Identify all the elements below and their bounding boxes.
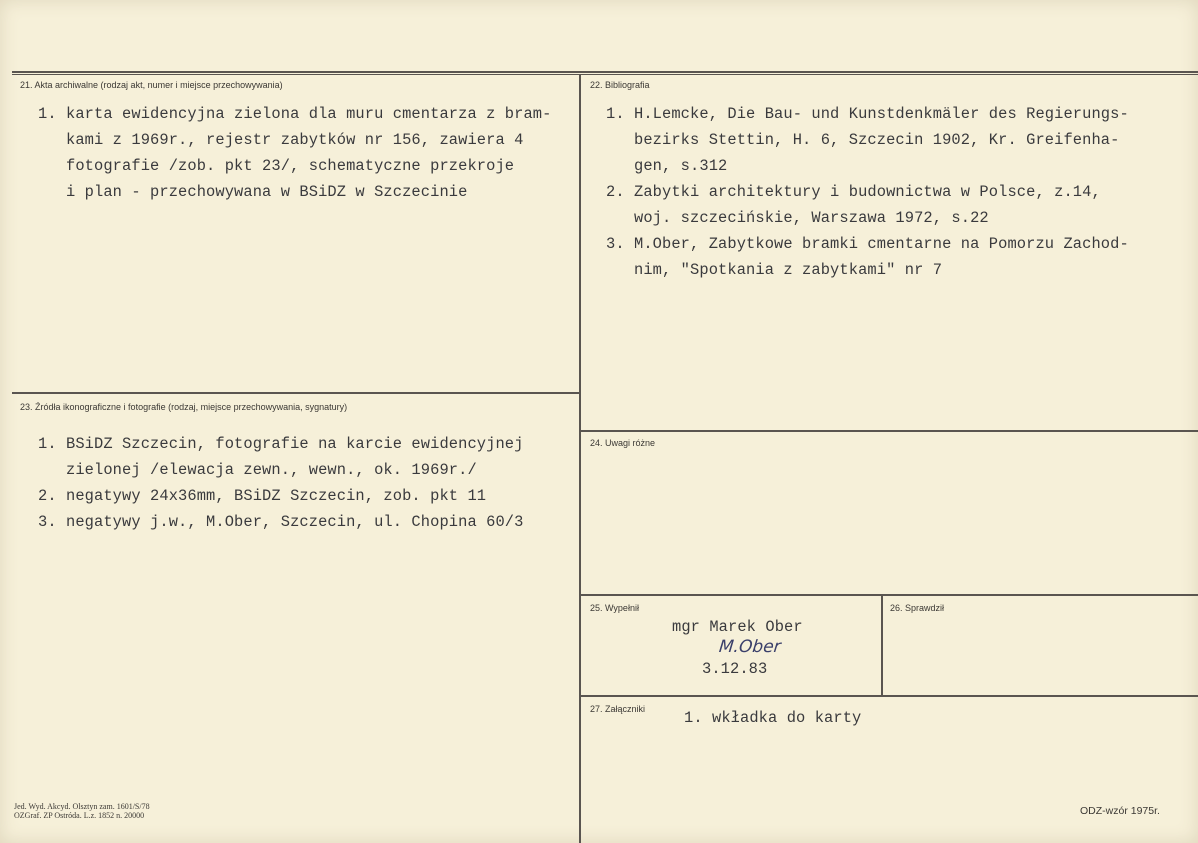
form-id: ODZ-wzór 1975r.: [1080, 805, 1160, 817]
section-21-line: fotografie /zob. pkt 23/, schematyczne przekroje: [38, 157, 515, 175]
section-22-line: nim, "Spotkania z zabytkami" nr 7: [606, 261, 943, 279]
section-21-line: 1. karta ewidencyjna zielona dla muru cmentarza z bram-: [38, 105, 552, 123]
filled-by-signature: M.Ober: [717, 637, 782, 657]
section-21-label: 21. Akta archiwalne (rodzaj akt, numer i miejsce przechowywania): [20, 80, 283, 90]
filled-by-date: 3.12.83: [702, 660, 768, 678]
divider-21-23: [12, 392, 580, 394]
section-27-label: 27. Załączniki: [590, 704, 646, 714]
section-23-line: 2. negatywy 24x36mm, BSiDZ Szczecin, zob. pkt 11: [38, 487, 487, 505]
printer-line-1: Jed. Wyd. Akcyd. Olsztyn zam. 1601/S/78: [14, 802, 150, 811]
section-23-line: zielonej /elewacja zewn., wewn., ok. 1969r./: [38, 461, 477, 479]
section-21-text: [38, 101, 551, 205]
section-27-line: 1. wkładka do karty: [684, 709, 862, 727]
divider-24-25: [580, 594, 1198, 596]
printer-imprint: [14, 802, 150, 820]
divider-25-26: [881, 594, 883, 695]
section-23-label: 23. Źródła ikonograficzne i fotografie (rodzaj, miejsce przechowywania, sygnatury): [20, 402, 348, 412]
center-divider: [579, 74, 581, 843]
top-rule: [12, 71, 1198, 73]
section-22-line: gen, s.312: [606, 157, 728, 175]
section-23-line: 1. BSiDZ Szczecin, fotografie na karcie ewidencyjnej: [38, 435, 524, 453]
section-26-label: 26. Sprawdził: [890, 603, 945, 613]
section-22-line: woj. szczecińskie, Warszawa 1972, s.22: [606, 209, 989, 227]
section-22-line: 1. H.Lemcke, Die Bau- und Kunstdenkmäler des Regierungs-: [606, 105, 1129, 123]
section-22-line: 3. M.Ober, Zabytkowe bramki cmentarne na Pomorzu Zachod-: [606, 235, 1129, 253]
divider-22-24: [580, 430, 1198, 432]
section-22-line: 2. Zabytki architektury i budownictwa w Polsce, z.14,: [606, 183, 1101, 201]
section-22-text: [606, 101, 1129, 283]
top-rule-second: [12, 74, 1198, 75]
section-25-label: 25. Wypełnił: [590, 603, 639, 613]
filled-by-name: mgr Marek Ober: [672, 618, 803, 636]
section-24-label: 24. Uwagi różne: [590, 438, 656, 448]
section-21-line: kami z 1969r., rejestr zabytków nr 156, zawiera 4: [38, 131, 524, 149]
section-23-line: 3. negatywy j.w., M.Ober, Szczecin, ul. Chopina 60/3: [38, 513, 524, 531]
section-23-text: [38, 431, 523, 535]
divider-25-27: [580, 695, 1198, 697]
section-21-line: i plan - przechowywana w BSiDZ w Szczecinie: [38, 183, 468, 201]
section-22-label: 22. Bibliografia: [590, 80, 650, 90]
printer-line-2: OZGraf. ZP Ostróda. L.z. 1852 n. 20000: [14, 811, 145, 820]
section-27-text: [684, 705, 861, 731]
section-22-line: bezirks Stettin, H. 6, Szczecin 1902, Kr. Greifenha-: [606, 131, 1120, 149]
